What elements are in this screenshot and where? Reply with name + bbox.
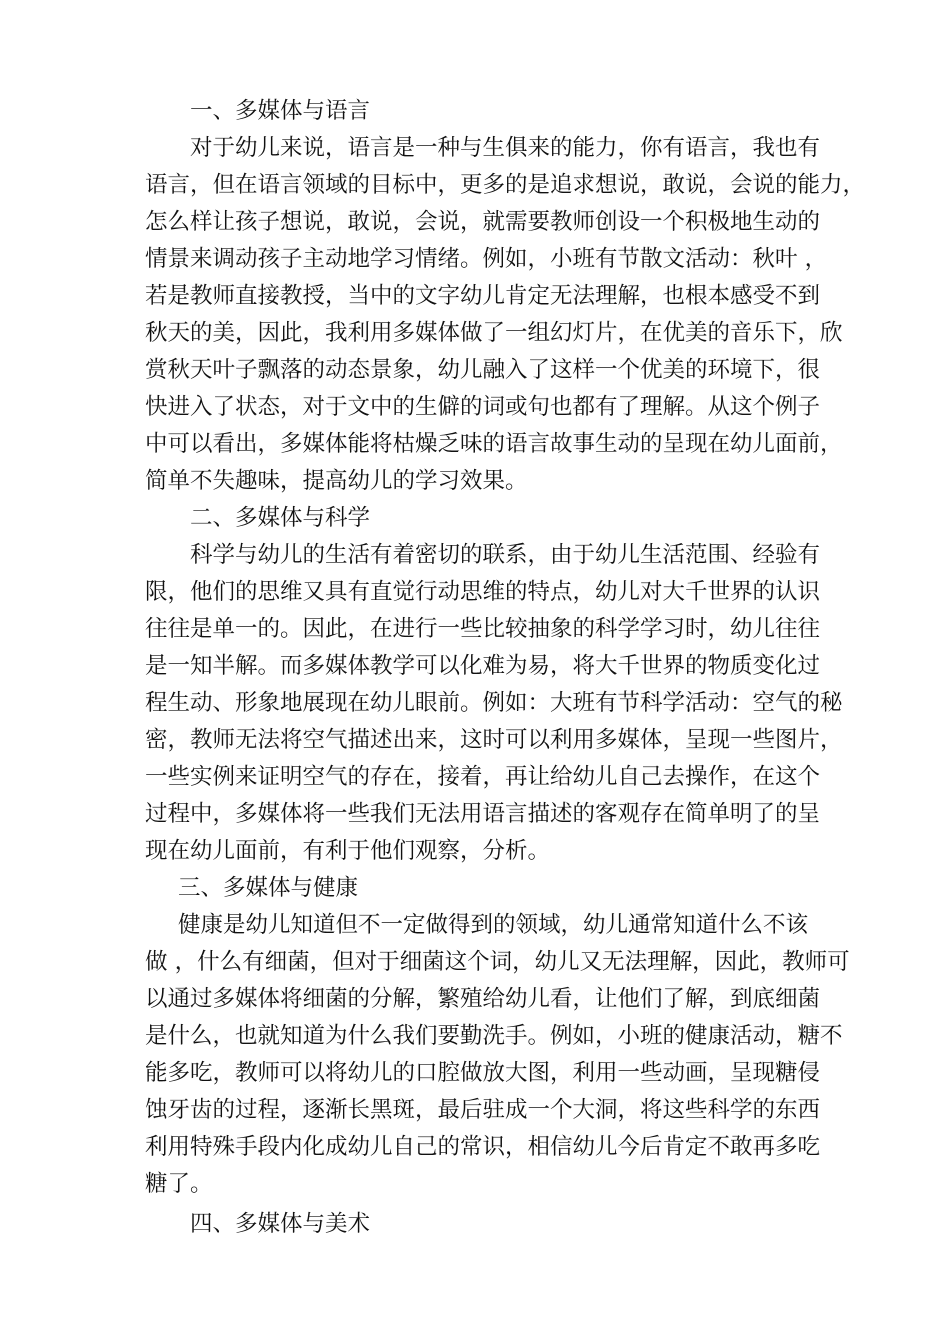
paragraph-line: 怎么样让孩子想说，敢说，会说，就需要教师创设一个积极地生动的 [145,209,821,235]
paragraph-line: 对于幼儿来说，语言是一种与生俱来的能力，你有语言，我也有 [190,135,821,161]
paragraph-line: 一些实例来证明空气的存在，接着，再让给幼儿自己去操作，在这个 [145,764,821,790]
section-heading-health: 三、多媒体与健康 [178,875,359,901]
paragraph-line: 能多吃，教师可以将幼儿的口腔做放大图，利用一些动画，呈现糖侵 [145,1060,821,1086]
paragraph-line: 秋天的美，因此，我利用多媒体做了一组幻灯片，在优美的音乐下，欣 [145,320,843,346]
paragraph-line: 快进入了状态，对于文中的生僻的词或句也都有了理解。从这个例子 [145,394,821,420]
section-heading-science: 二、多媒体与科学 [190,505,371,531]
paragraph-line: 做 ，什么有细菌，但对于细菌这个词，幼儿又无法理解，因此，教师可 [145,949,850,975]
paragraph-line: 情景来调动孩子主动地学习情绪。例如，小班有节散文活动：秋叶 ， [145,246,828,272]
paragraph-line: 限，他们的思维又具有直觉行动思维的特点，幼儿对大千世界的认识 [145,579,821,605]
paragraph-line: 过程中，多媒体将一些我们无法用语言描述的客观存在简单明了的呈 [145,801,821,827]
section-heading-art: 四、多媒体与美术 [190,1211,371,1237]
paragraph-line: 若是教师直接教授，当中的文字幼儿肯定无法理解，也根本感受不到 [145,283,821,309]
paragraph-line: 蚀牙齿的过程，逐渐长黑斑，最后驻成一个大洞，将这些科学的东西 [145,1097,821,1123]
paragraph-line: 健康是幼儿知道但不一定做得到的领域，幼儿通常知道什么不该 [178,912,809,938]
paragraph-line: 现在幼儿面前，有利于他们观察，分析。 [145,838,551,864]
paragraph-line: 科学与幼儿的生活有着密切的联系，由于幼儿生活范围、经验有 [190,542,821,568]
paragraph-line: 密，教师无法将空气描述出来，这时可以利用多媒体，呈现一些图片， [145,727,843,753]
paragraph-line: 利用特殊手段内化成幼儿自己的常识，相信幼儿今后肯定不敢再多吃 [145,1134,821,1160]
paragraph-line: 程生动、形象地展现在幼儿眼前。例如：大班有节科学活动：空气的秘 [145,690,843,716]
paragraph-line: 赏秋天叶子飘落的动态景象，幼儿融入了这样一个优美的环境下，很 [145,357,821,383]
paragraph-line: 简单不失趣味，提高幼儿的学习效果。 [145,468,528,494]
paragraph-line: 以通过多媒体将细菌的分解，繁殖给幼儿看，让他们了解，到底细菌 [145,986,821,1012]
paragraph-line: 糖了。 [145,1171,213,1197]
paragraph-line: 语言，但在语言领域的目标中，更多的是追求想说，敢说，会说的能力， [145,172,866,198]
paragraph-line: 是什么，也就知道为什么我们要勤洗手。例如，小班的健康活动，糖不 [145,1023,843,1049]
paragraph-line: 中可以看出，多媒体能将枯燥乏味的语言故事生动的呈现在幼儿面前， [145,431,843,457]
paragraph-line: 是一知半解。而多媒体教学可以化难为易，将大千世界的物质变化过 [145,653,821,679]
paragraph-line: 往往是单一的。因此，在进行一些比较抽象的科学学习时，幼儿往往 [145,616,821,642]
section-heading-language: 一、多媒体与语言 [190,98,371,124]
